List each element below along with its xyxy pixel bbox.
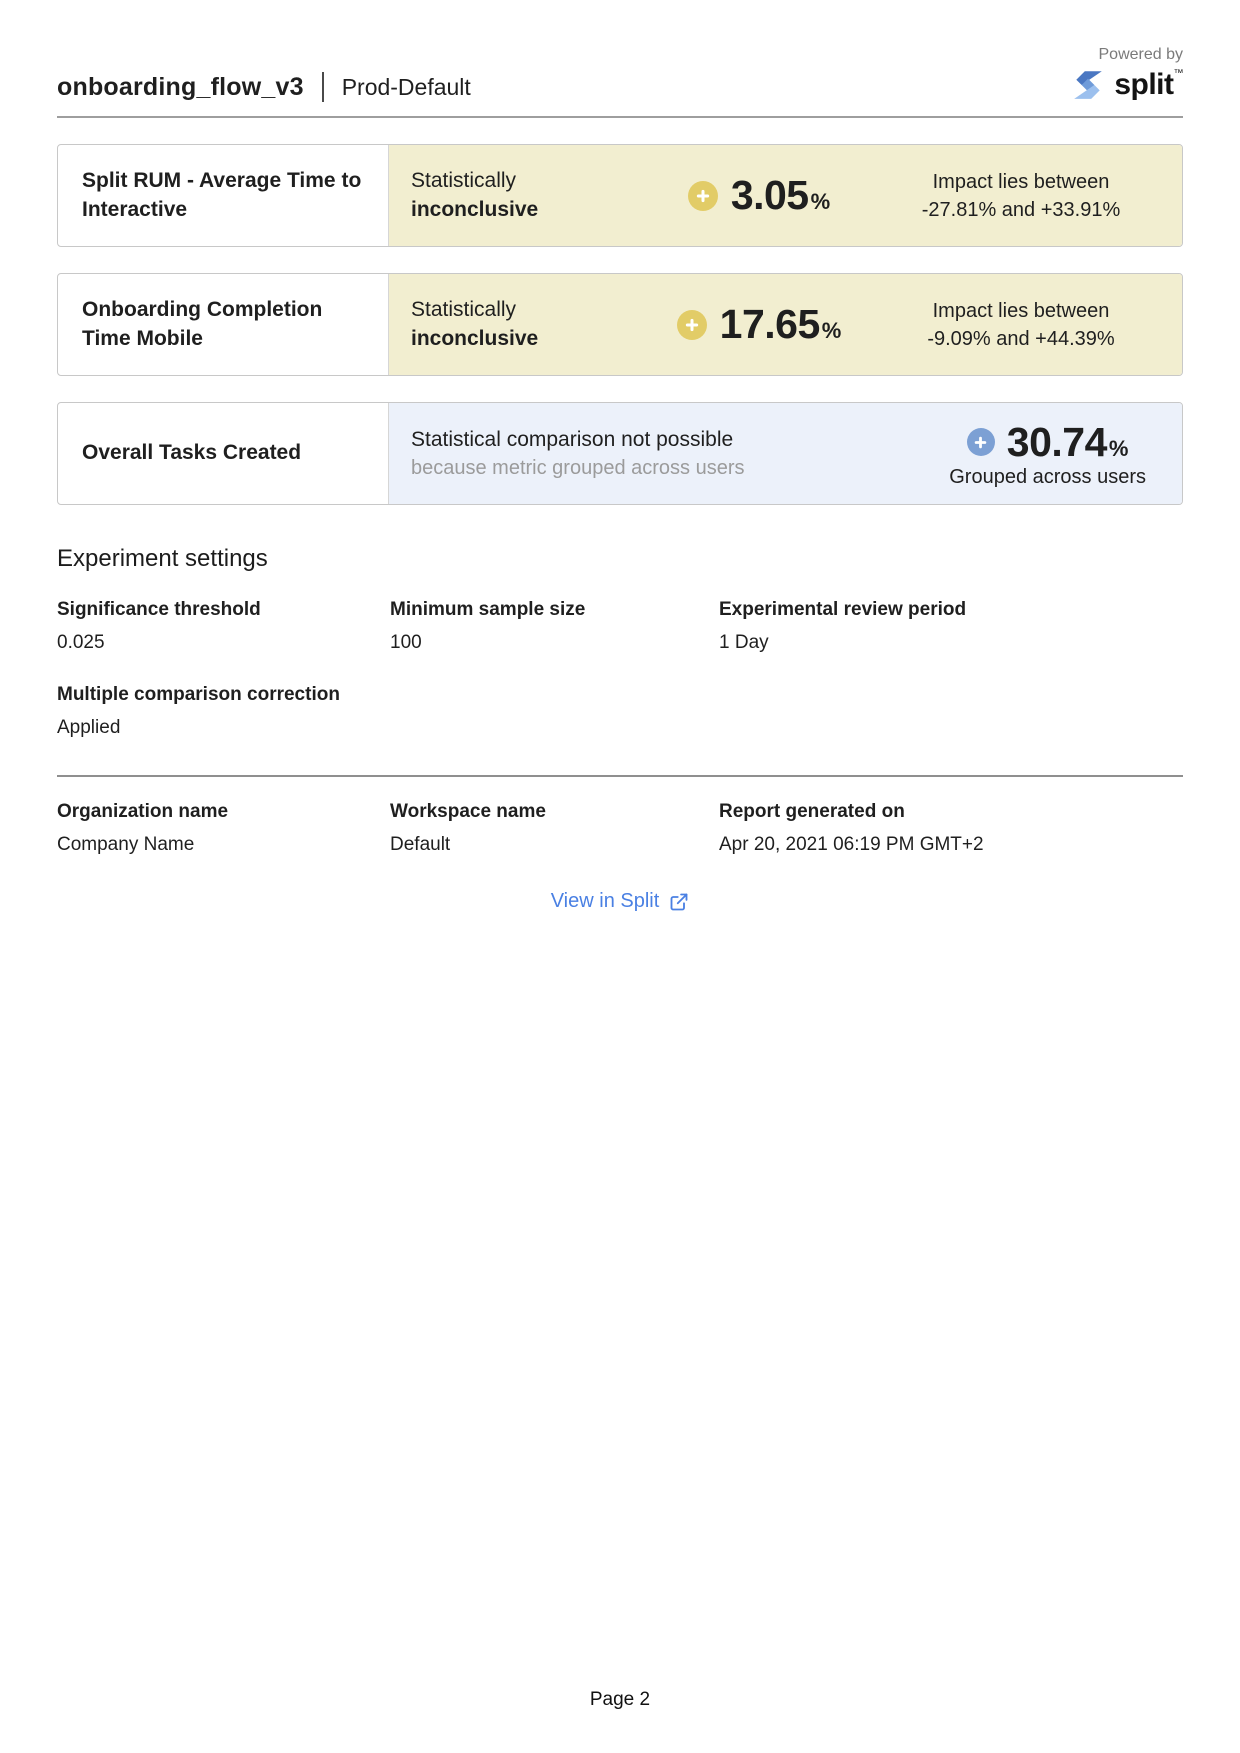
branding-block [1071,46,1183,102]
setting-label: Minimum sample size [390,599,586,620]
setting-value: 100 [390,632,422,653]
split-logo-icon [1071,68,1105,102]
report-header [57,0,1183,118]
setting-significance-threshold [57,599,390,654]
info-label: Workspace name [390,801,546,822]
metric-value: 30.74 [1006,418,1107,465]
experiment-name: onboarding_flow_v3 [57,72,304,101]
section-divider [57,775,1183,777]
info-report-generated-on [719,801,1183,856]
info-value: Default [390,834,451,855]
metric-card-onboarding-completion [57,273,1183,376]
metric-result-panel [389,403,1182,504]
metric-unit: % [1108,435,1129,461]
setting-review-period [719,599,1183,654]
metric-result-panel [389,145,1182,246]
setting-value: Applied [57,717,121,738]
experiment-settings-title: Experiment settings [57,545,268,572]
metric-status: Statistically inconclusive [411,169,539,221]
info-label: Report generated on [719,801,905,822]
setting-value: 1 Day [719,632,769,653]
metric-unit: % [821,318,842,343]
plus-icon [688,181,718,211]
metric-value: 17.65 [719,301,820,347]
metric-value: 3.05 [730,172,809,218]
info-value: Company Name [57,834,195,855]
setting-label: Multiple comparison correction [57,684,340,705]
metric-name: Onboarding Completion Time Mobile [58,274,389,375]
metric-value-block [626,172,892,219]
view-in-split-row [57,890,1183,913]
split-logo-text: split™ [1114,68,1183,101]
setting-label: Significance threshold [57,599,261,620]
setting-value: 0.025 [57,632,105,653]
info-organization-name [57,801,390,856]
experiment-title-block [57,72,471,102]
metric-name: Overall Tasks Created [58,403,389,504]
metric-card-split-rum [57,144,1183,247]
metric-value-block [949,419,1150,489]
metric-result-panel [389,274,1182,375]
setting-multiple-comparison-correction [57,684,390,739]
trademark-mark: ™ [1173,68,1183,79]
setting-label: Experimental review period [719,599,967,620]
experiment-settings-grid [57,599,1183,739]
setting-minimum-sample-size [390,599,719,654]
metric-value-block [626,301,892,348]
info-label: Organization name [57,801,229,822]
metric-name: Split RUM - Average Time to Interactive [58,145,389,246]
info-workspace-name [390,801,719,856]
environment-name: Prod-Default [341,73,471,100]
info-value: Apr 20, 2021 06:19 PM GMT+2 [719,834,984,855]
plus-icon [677,310,707,340]
metric-impact-range: Impact lies between -9.09% and +44.39% [927,299,1115,350]
metric-impact-range: Impact lies between -27.81% and +33.91% [921,170,1121,221]
metric-status: Statistical comparison not possible because metric grouped across users [411,427,745,480]
title-separator [322,72,324,102]
metric-card-overall-tasks [57,402,1183,505]
metric-caption: Grouped across users [949,465,1146,488]
metric-status: Statistically inconclusive [411,298,539,350]
report-info-grid [57,801,1183,856]
external-link-icon [669,892,689,912]
split-logo [1071,68,1183,102]
powered-by-label: Powered by [1098,46,1183,63]
metric-unit: % [810,189,831,214]
view-in-split-link[interactable]: View in Split [551,890,690,913]
plus-icon [967,428,995,456]
page-number: Page 2 [589,1689,651,1710]
